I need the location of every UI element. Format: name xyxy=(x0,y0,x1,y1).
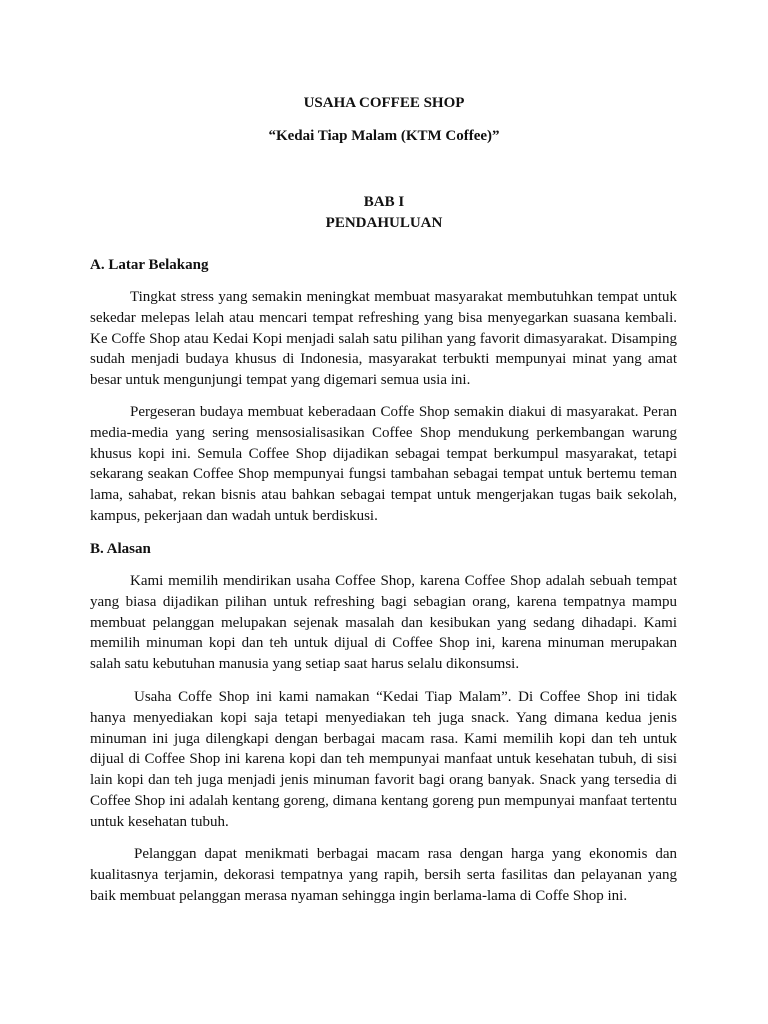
chapter-title: PENDAHULUAN xyxy=(325,215,443,231)
paragraph-alasan-1: Kami memilih mendirikan usaha Coffee Shop, karena Coffee Shop adalah sebuah tempat yang biasa dijadikan pilihan untuk refreshing bagi sebagian orang, karena tempatnya mampu membuat pelanggan melupakan sejenak masalah dan kesibukan yang sedang dihadapi. Kami memilih minuman kopi dan teh untuk dijual di Coffee Shop ini, karena minuman merupakan salah satu kebutuhan manusia yang setiap saat harus selalu dikonsumsi. xyxy=(90,573,677,673)
paragraph-alasan-2: Usaha Coffe Shop ini kami namakan “Kedai Tiap Malam”. Di Coffee Shop ini tidak hanya menyediakan kopi saja tetapi menyediakan teh juga snack. Yang dimana kedua jenis minuman ini juga dilengkapi dengan berbagai macam rasa. Kami memilih kopi dan teh untuk dijual di Coffee Shop ini karena kopi dan teh mempunyai manfaat untuk kesehatan tubuh, di sisi lain kopi dan teh juga menjadi jenis minuman favorit bagi orang banyak. Snack yang tersedia di Coffee Shop ini adalah kentang goreng, dimana kentang goreng pun mempunyai manfaat tertentu untuk kesehatan tubuh. xyxy=(90,689,677,830)
chapter-number: BAB I xyxy=(363,194,405,210)
document-subtitle: “Kedai Tiap Malam (KTM Coffee)” xyxy=(268,128,500,144)
section-heading-latar-belakang: A. Latar Belakang xyxy=(90,257,209,273)
paragraph-latar-belakang-2: Pergeseran budaya membuat keberadaan Coffe Shop semakin diakui di masyarakat. Peran media-media yang sering mensosialisasikan Coffee Shop mendukung perkembangan warung khusus kopi ini. Semula Coffee Shop dijadikan sebagai tempat berkumpul masyarakat, tetapi sekarang seakan Coffee Shop mempunyai fungsi tambahan sebagai tempat untuk bertemu teman lama, sahabat, rekan bisnis atau bahkan sebagai tempat untuk mengerjakan tugas baik sekolah, kampus, pekerjaan dan wadah untuk berdiskusi. xyxy=(90,404,677,524)
section-heading-alasan: B. Alasan xyxy=(90,541,151,557)
paragraph-alasan-3: Pelanggan dapat menikmati berbagai macam rasa dengan harga yang ekonomis dan kualitasnya terjamin, dekorasi tempatnya yang rapih, bersih serta fasilitas dan pelayanan yang baik membuat pelanggan merasa nyaman sehingga ingin berlama-lama di Coffe Shop ini. xyxy=(90,846,677,904)
paragraph-latar-belakang-1: Tingkat stress yang semakin meningkat membuat masyarakat membutuhkan tempat untuk sekedar melepas lelah atau mencari tempat refreshing yang bisa menyegarkan suasana kembali. Ke Coffe Shop atau Kedai Kopi menjadi salah satu pilihan yang favorit dimasyarakat. Disamping sudah menjadi budaya khusus di Indonesia, masyarakat terbukti mempunyai minat yang amat besar untuk mengunjungi tempat yang digemari semua usia ini. xyxy=(90,289,677,389)
document-title: USAHA COFFEE SHOP xyxy=(303,95,465,111)
